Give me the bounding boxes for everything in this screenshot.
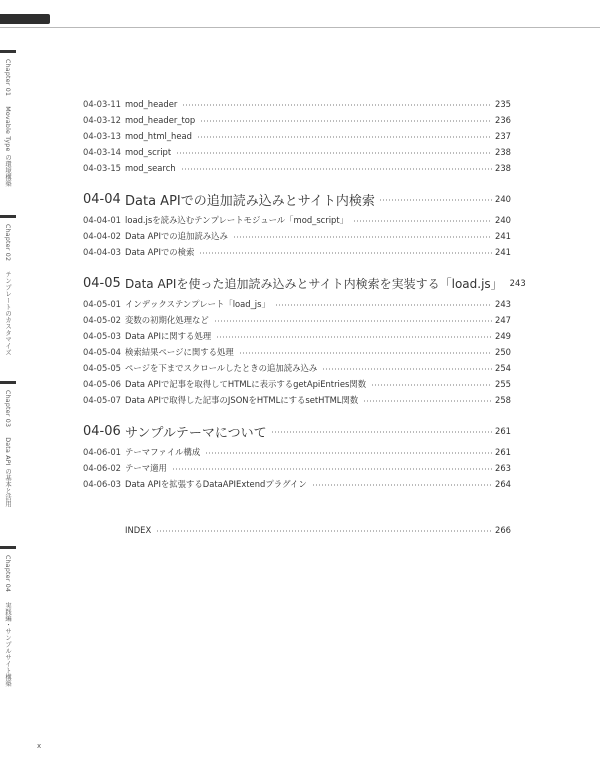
leader-dots (353, 220, 492, 222)
toc-entry-title: mod_search (125, 163, 176, 173)
toc-entry-page: 254 (495, 363, 511, 373)
toc-entry-number: 04-03-13 (83, 131, 122, 141)
toc-entry[interactable] (83, 313, 511, 327)
toc-section-heading[interactable] (83, 273, 526, 293)
toc-entry-number: 04-03-12 (83, 115, 122, 125)
side-chapter-title: 実践編・サンプルサイト構築 (4, 602, 11, 687)
leader-dots (312, 484, 492, 486)
toc-entry[interactable] (83, 297, 511, 311)
side-chapter-label (3, 390, 12, 507)
leader-dots (181, 168, 492, 170)
side-chapter-label (3, 555, 12, 687)
toc-entry-title: Data APIで取得した記事のJSONをHTMLにするsetHTML関数 (125, 395, 359, 405)
side-chapter-number: Chapter 02 (4, 224, 11, 262)
toc-entry-title: 変数の初期化処理など (125, 315, 209, 325)
toc-entry[interactable] (83, 377, 511, 391)
toc-entry-title: Data APIで記事を取得してHTMLに表示するgetApiEntries関数 (125, 379, 367, 389)
toc-entry[interactable] (83, 477, 511, 491)
toc-index-entry[interactable] (125, 523, 511, 537)
side-chapter-bar (0, 215, 16, 218)
toc-section-title: Data APIを使った追加読み込みとサイト内検索を実装する「load.js」 (125, 276, 503, 291)
toc-entry-page: 238 (495, 147, 511, 157)
side-chapter-04 (0, 546, 18, 686)
toc-entry-title: mod_script (125, 147, 172, 157)
side-chapter-title: Movable Type の環境構築 (4, 106, 11, 187)
side-chapter-02 (0, 215, 18, 355)
leader-dots (197, 136, 492, 138)
toc-entry-page: 236 (495, 115, 511, 125)
page-folio: x (37, 742, 42, 750)
toc-entry-number: 04-03-15 (83, 163, 122, 173)
toc-section-heading[interactable] (83, 421, 511, 441)
toc-entry[interactable] (83, 129, 511, 143)
toc-entry-page: 258 (495, 395, 511, 405)
side-chapter-03 (0, 381, 18, 521)
leader-dots (379, 199, 492, 201)
side-chapter-bar (0, 546, 16, 549)
toc-index-title: INDEX (125, 525, 152, 535)
toc-entry[interactable] (83, 329, 511, 343)
leader-dots (239, 352, 492, 354)
toc-section-page: 261 (495, 426, 511, 436)
toc-section-page: 240 (495, 194, 511, 204)
side-chapter-bar (0, 50, 16, 53)
side-chapter-label (3, 59, 12, 186)
toc-section-title: Data APIでの追加読み込みとサイト内検索 (125, 193, 375, 209)
leader-dots (176, 152, 492, 154)
top-tab-marker (0, 14, 50, 24)
leader-dots (182, 104, 492, 106)
toc-entry-number: 04-03-11 (83, 99, 122, 109)
side-chapter-title: テンプレートのカスタマイズ (4, 271, 11, 356)
toc-entry-number: 04-04-02 (83, 231, 122, 241)
toc-entry-number: 04-06-01 (83, 447, 122, 457)
toc-entry-page: 250 (495, 347, 511, 357)
toc-entry[interactable] (83, 393, 511, 407)
toc-entry-page: 249 (495, 331, 511, 341)
toc-section-title: サンプルテーマについて (125, 425, 267, 441)
toc-entry[interactable] (83, 461, 511, 475)
toc-entry[interactable] (83, 213, 511, 227)
toc-section-page: 243 (509, 278, 526, 288)
toc-entry-title: mod_header (125, 99, 178, 109)
side-chapter-label (3, 224, 12, 356)
leader-dots (156, 530, 492, 532)
toc-entry-page: 240 (495, 215, 511, 225)
toc-section-number: 04-04 (83, 191, 121, 207)
side-chapter-title: Data API の基本と活用 (4, 437, 11, 508)
toc-entry-number: 04-06-02 (83, 463, 122, 473)
toc-entry-page: 241 (495, 247, 511, 257)
toc-entry-title: インデックステンプレート「load_js」 (125, 299, 270, 309)
toc-entry-title: Data APIでの検索 (125, 247, 195, 257)
toc-entry-title: 検索結果ページに関する処理 (125, 347, 234, 357)
toc-entry[interactable] (83, 161, 511, 175)
toc-entry-title: ページを下までスクロールしたときの追加読み込み (125, 363, 318, 373)
leader-dots (371, 384, 492, 386)
side-chapter-01 (0, 50, 18, 190)
toc-entry-title: Data APIに関する処理 (125, 331, 212, 341)
leader-dots (271, 431, 492, 433)
toc-entry-number: 04-05-05 (83, 363, 122, 373)
toc-entry-number: 04-05-04 (83, 347, 122, 357)
toc-entry-page: 247 (495, 315, 511, 325)
toc-entry-page: 255 (495, 379, 511, 389)
toc-entry-title: テーマファイル構成 (125, 447, 201, 457)
toc-entry-title: Data APIを拡張するDataAPIExtendプラグイン (125, 479, 307, 489)
toc-entry-page: 263 (495, 463, 511, 473)
header-rule (0, 27, 600, 28)
toc-entry-title: load.jsを読み込むテンプレートモジュール「mod_script」 (125, 215, 349, 225)
toc-entry[interactable] (83, 113, 511, 127)
toc-entry-number: 04-04-03 (83, 247, 122, 257)
toc-entry-number: 04-05-03 (83, 331, 122, 341)
toc-entry-title: テーマ適用 (125, 463, 167, 473)
toc-entry-page: 264 (495, 479, 511, 489)
toc-entry-number: 04-04-01 (83, 215, 122, 225)
leader-dots (322, 368, 492, 370)
toc-entry-number: 04-06-03 (83, 479, 122, 489)
toc-entry[interactable] (83, 245, 511, 259)
leader-dots (233, 236, 492, 238)
toc-entry[interactable] (83, 345, 511, 359)
toc-entry-title: mod_header_top (125, 115, 196, 125)
leader-dots (214, 320, 492, 322)
toc-entry[interactable] (83, 445, 511, 459)
leader-dots (200, 120, 492, 122)
toc-entry-page: 237 (495, 131, 511, 141)
side-chapter-number: Chapter 03 (4, 390, 11, 428)
leader-dots (205, 452, 492, 454)
toc-index-page: 266 (495, 525, 511, 535)
toc-entry-page: 261 (495, 447, 511, 457)
toc-entry-number: 04-05-02 (83, 315, 122, 325)
toc-entry[interactable] (83, 361, 511, 375)
toc-entry-page: 235 (495, 99, 511, 109)
leader-dots (363, 400, 492, 402)
toc-section-number: 04-06 (83, 423, 121, 439)
leader-dots (275, 304, 492, 306)
toc-section-heading[interactable] (83, 189, 511, 209)
toc-entry-number: 04-05-07 (83, 395, 122, 405)
toc-entry-number: 04-05-06 (83, 379, 122, 389)
side-chapter-number: Chapter 01 (4, 59, 11, 97)
toc-entry-page: 243 (495, 299, 511, 309)
toc-entry-number: 04-03-14 (83, 147, 122, 157)
toc-section-number: 04-05 (83, 275, 121, 291)
side-chapter-bar (0, 381, 16, 384)
toc-entry-page: 241 (495, 231, 511, 241)
toc-entry[interactable] (83, 97, 511, 111)
leader-dots (216, 336, 492, 338)
side-chapter-number: Chapter 04 (4, 555, 11, 593)
toc-entry[interactable] (83, 145, 511, 159)
toc-entry-number: 04-05-01 (83, 299, 122, 309)
leader-dots (199, 252, 492, 254)
toc-entry-page: 238 (495, 163, 511, 173)
toc-entry[interactable] (83, 229, 511, 243)
toc-entry-title: mod_html_head (125, 131, 192, 141)
toc-entry-title: Data APIでの追加読み込み (125, 231, 228, 241)
leader-dots (172, 468, 492, 470)
